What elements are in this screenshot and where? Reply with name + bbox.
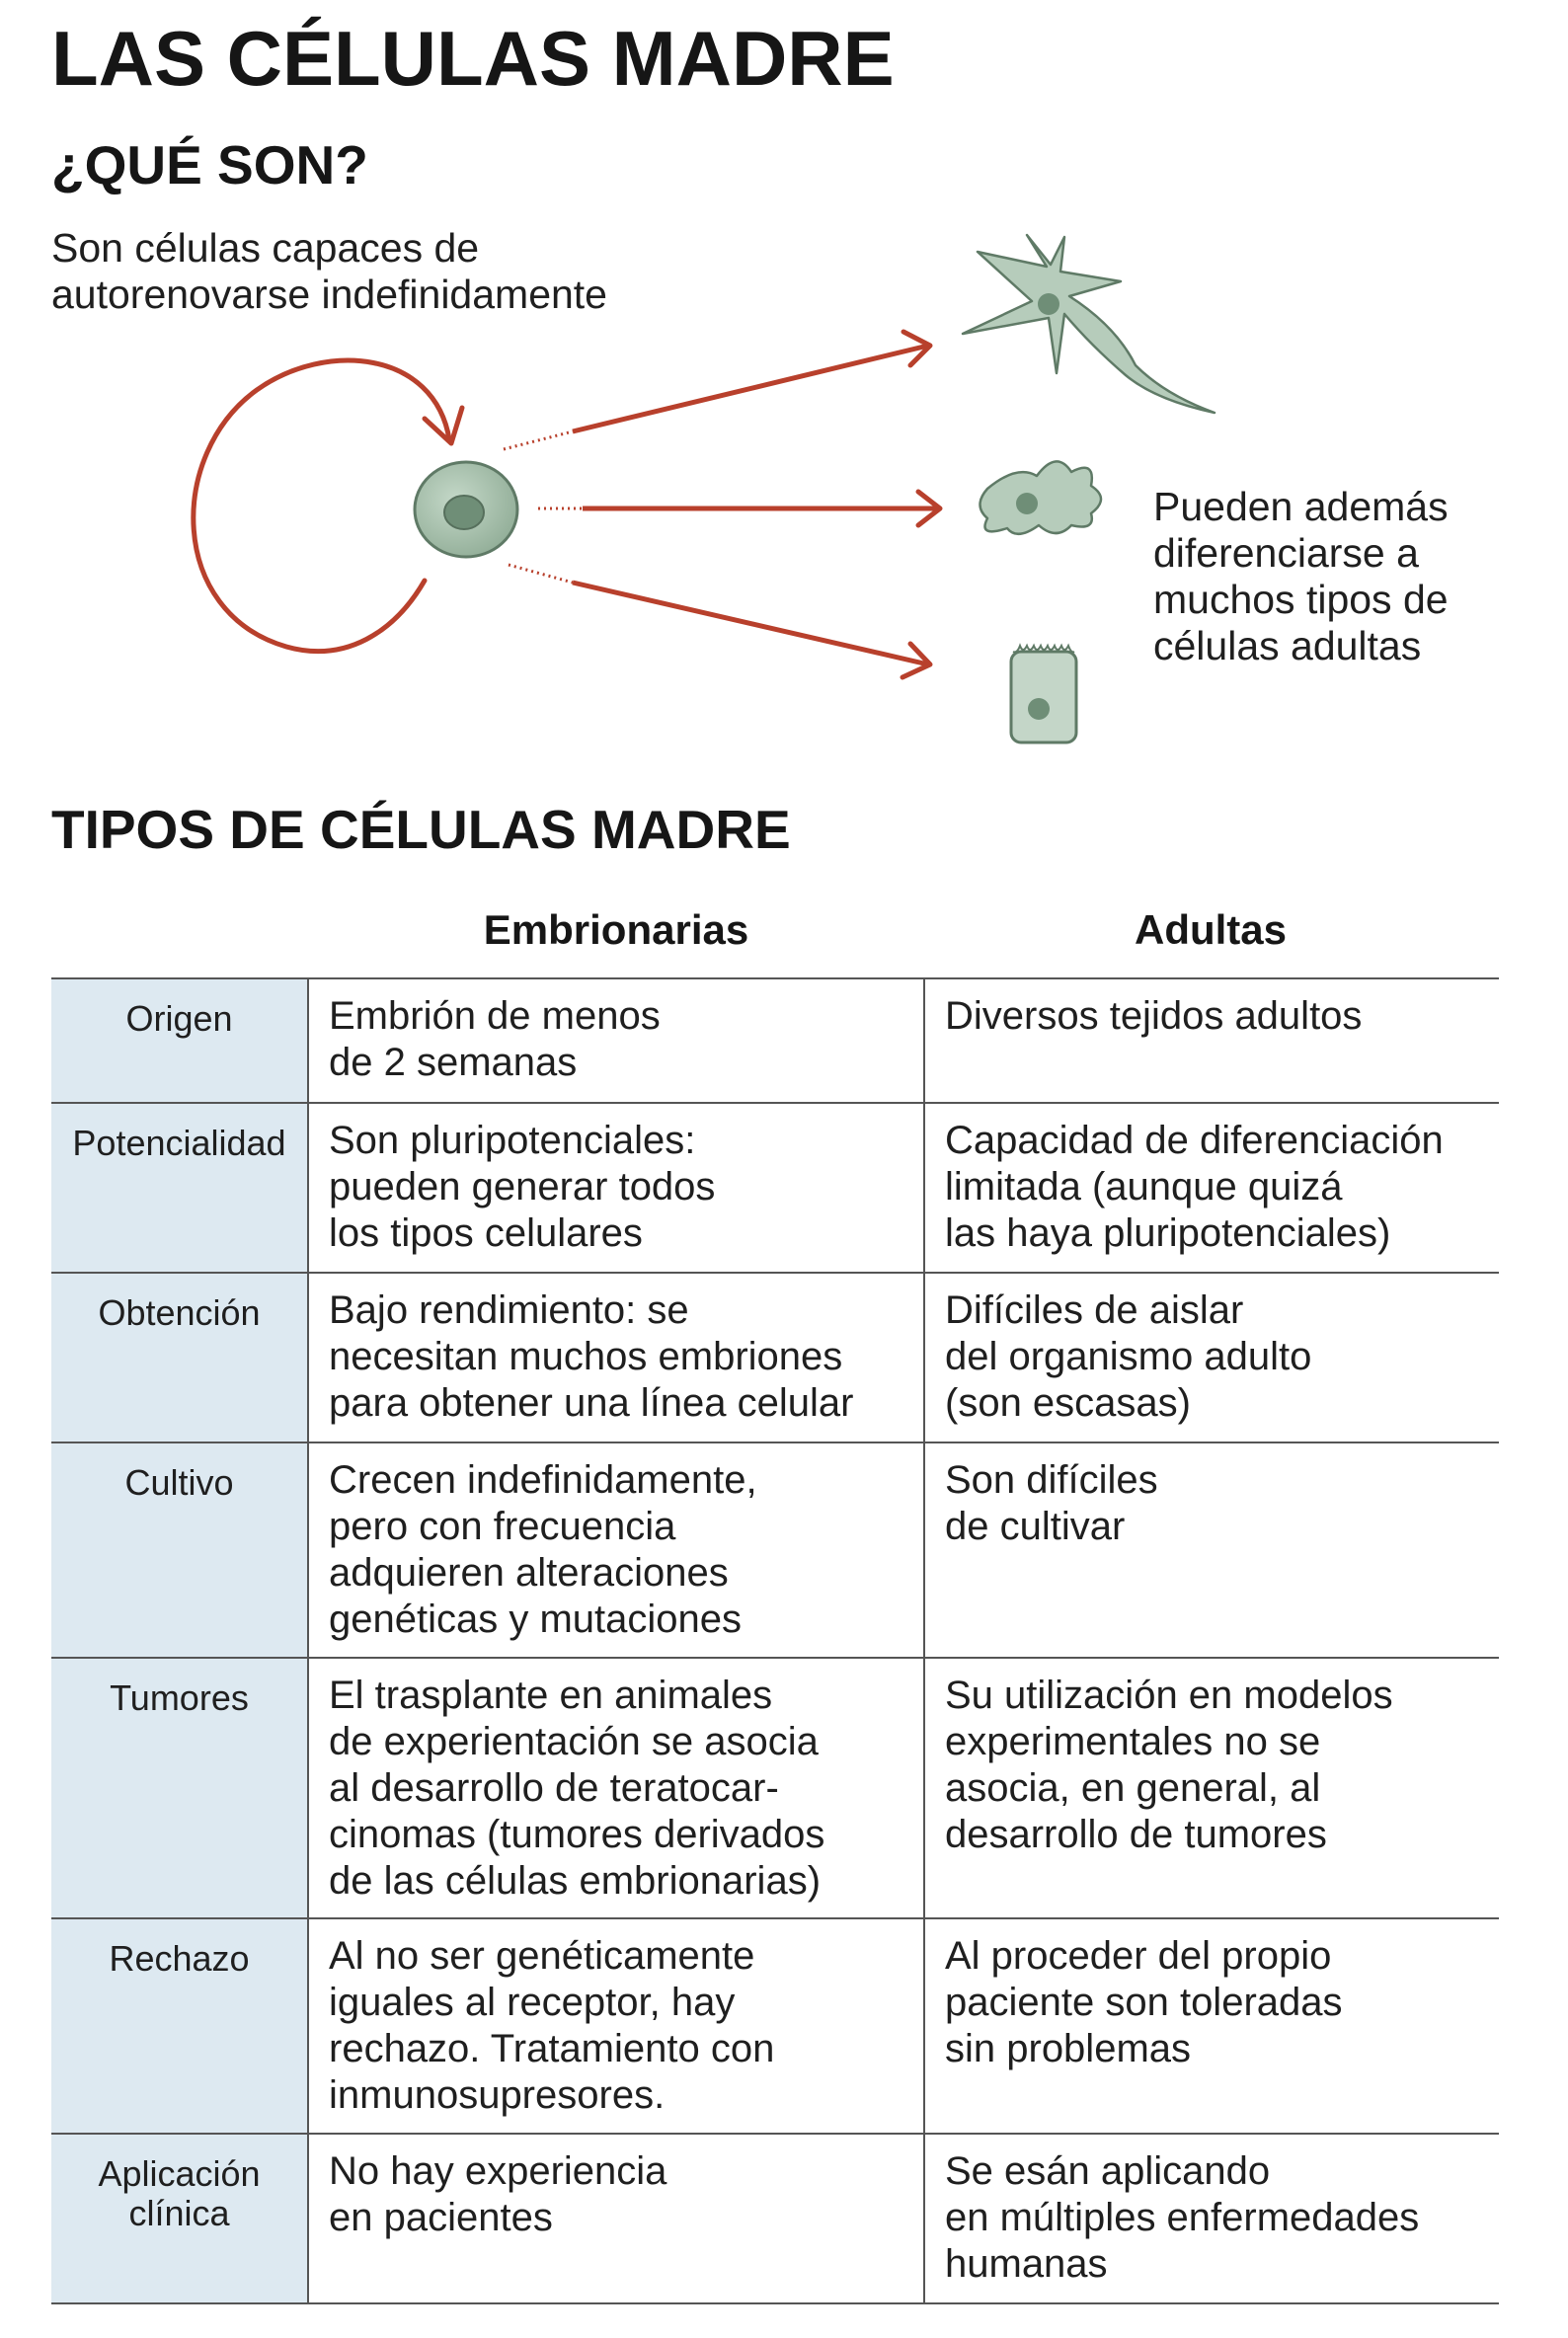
amoeboid-cell-icon [980, 461, 1102, 533]
types-title: TIPOS DE CÉLULAS MADRE [51, 799, 791, 860]
embryonic-cell-line: de 2 semanas [329, 1041, 578, 1084]
embryonic-cell-line: Embrión de menos [329, 994, 661, 1038]
embryonic-cell-line: Bajo rendimiento: se [329, 1288, 689, 1332]
column-header-embryonic: Embrionarias [483, 906, 749, 953]
adult-cell-line: las haya pluripotenciales) [945, 1211, 1391, 1255]
embryonic-cell-line: cinomas (tumores derivados [329, 1813, 825, 1856]
intro-line: autorenovarse indefinidamente [51, 272, 607, 317]
row-label [51, 1103, 308, 1273]
adult-cell-line: Diversos tejidos adultos [945, 994, 1363, 1038]
embryonic-cell-line: de experientación se asocia [329, 1720, 819, 1763]
embryonic-cell [308, 2134, 924, 2303]
row-label-line: Rechazo [109, 1938, 250, 1979]
adult-cell [924, 1918, 1499, 2134]
adult-cell-line: Difíciles de aislar [945, 1288, 1244, 1332]
embryonic-cell-line: pueden generar todos [329, 1165, 716, 1208]
adult-cell-line: Al proceder del propio [945, 1934, 1332, 1978]
embryonic-cell-line: iguales al receptor, hay [329, 1981, 736, 2024]
differentiation-text [1153, 484, 1449, 669]
subtitle: ¿QUÉ SON? [51, 134, 368, 195]
row-label [51, 1658, 308, 1918]
stem-cell-icon [415, 462, 517, 557]
side-line: células adultas [1153, 623, 1422, 668]
adult-cell-line: en múltiples enfermedades [945, 2196, 1420, 2239]
side-line: Pueden además [1153, 484, 1449, 529]
row-label [51, 1442, 308, 1658]
embryonic-cell-line: genéticas y mutaciones [329, 1598, 743, 1641]
adult-cell-line: asocia, en general, al [945, 1766, 1321, 1810]
embryonic-cell-line: de las células embrionarias) [329, 1859, 822, 1903]
embryonic-cell [308, 978, 924, 1103]
adult-cell-line: (son escasas) [945, 1381, 1191, 1425]
table-row [51, 1103, 1499, 1273]
adult-cell [924, 2134, 1499, 2303]
embryonic-cell-line: inmunosupresores. [329, 2073, 666, 2117]
stem-cell-diagram [0, 0, 1568, 790]
adult-cell [924, 1103, 1499, 1273]
table-row [51, 1273, 1499, 1442]
row-label-line: Obtención [98, 1292, 261, 1333]
embryonic-cell-line: necesitan muchos embriones [329, 1335, 843, 1378]
epithelial-cell-icon [1011, 646, 1076, 742]
side-line: diferenciarse a [1153, 530, 1419, 576]
row-label [51, 1273, 308, 1442]
side-line: muchos tipos de [1153, 577, 1449, 622]
embryonic-cell-line: Son pluripotenciales: [329, 1119, 696, 1162]
adult-cell-line: desarrollo de tumores [945, 1813, 1327, 1856]
embryonic-cell [308, 1273, 924, 1442]
stem-cell-types-table [51, 977, 1499, 2304]
table-row [51, 2134, 1499, 2303]
embryonic-cell [308, 1103, 924, 1273]
embryonic-cell-line: en pacientes [329, 2196, 553, 2239]
row-label [51, 2134, 308, 2303]
table-row [51, 1442, 1499, 1658]
main-title: LAS CÉLULAS MADRE [51, 15, 895, 102]
row-label-line: Origen [125, 998, 233, 1039]
table-row [51, 1918, 1499, 2134]
embryonic-cell-line: al desarrollo de teratocar- [329, 1766, 779, 1810]
table-body [51, 978, 1499, 2303]
arrow-to-epithelial [509, 565, 930, 677]
embryonic-cell-line: Al no ser genéticamente [329, 1934, 755, 1978]
embryonic-cell [308, 1918, 924, 2134]
adult-cell-line: Su utilización en modelos [945, 1674, 1393, 1717]
embryonic-cell-line: pero con frecuencia [329, 1505, 676, 1548]
row-label-line: Aplicación [98, 2153, 261, 2194]
row-label-line: Potencialidad [72, 1123, 286, 1163]
arrow-to-amoeboid [538, 492, 940, 525]
differentiation-arrows [504, 332, 940, 677]
row-label-line: Tumores [110, 1677, 249, 1718]
embryonic-cell-line: El trasplante en animales [329, 1674, 773, 1717]
adult-cell-line: humanas [945, 2242, 1108, 2286]
embryonic-cell-line: No hay experiencia [329, 2149, 667, 2193]
embryonic-cell-line: rechazo. Tratamiento con [329, 2027, 775, 2070]
column-header-adult: Adultas [1134, 906, 1287, 953]
adult-cell-line: sin problemas [945, 2027, 1192, 2070]
embryonic-cell-line: adquieren alteraciones [329, 1551, 729, 1595]
adult-cell-line: de cultivar [945, 1505, 1126, 1548]
row-label-line: Cultivo [124, 1462, 234, 1503]
embryonic-cell-line: los tipos celulares [329, 1211, 643, 1255]
embryonic-cell [308, 1658, 924, 1918]
intro-line: Son células capaces de [51, 225, 480, 271]
adult-cell-line: del organismo adulto [945, 1335, 1312, 1378]
row-label-line: clínica [128, 2193, 230, 2233]
embryonic-cell-line: Crecen indefinidamente, [329, 1458, 757, 1502]
embryonic-cell [308, 1442, 924, 1658]
row-label [51, 1918, 308, 2134]
adult-cell [924, 978, 1499, 1103]
table-row [51, 1658, 1499, 1918]
adult-cell [924, 1442, 1499, 1658]
row-label [51, 978, 308, 1103]
adult-cell-line: Se esán aplicando [945, 2149, 1271, 2193]
adult-cell-line: limitada (aunque quizá [945, 1165, 1343, 1208]
adult-cell [924, 1273, 1499, 1442]
arrow-to-neuron [504, 332, 930, 449]
adult-cell-line: experimentales no se [945, 1720, 1321, 1763]
table-row [51, 978, 1499, 1103]
neuron-cell-icon [963, 235, 1215, 413]
adult-cell-line: Capacidad de diferenciación [945, 1119, 1444, 1162]
embryonic-cell-line: para obtener una línea celular [329, 1381, 854, 1425]
adult-cell-line: Son difíciles [945, 1458, 1158, 1502]
adult-cell-line: paciente son toleradas [945, 1981, 1343, 2024]
adult-cell [924, 1658, 1499, 1918]
